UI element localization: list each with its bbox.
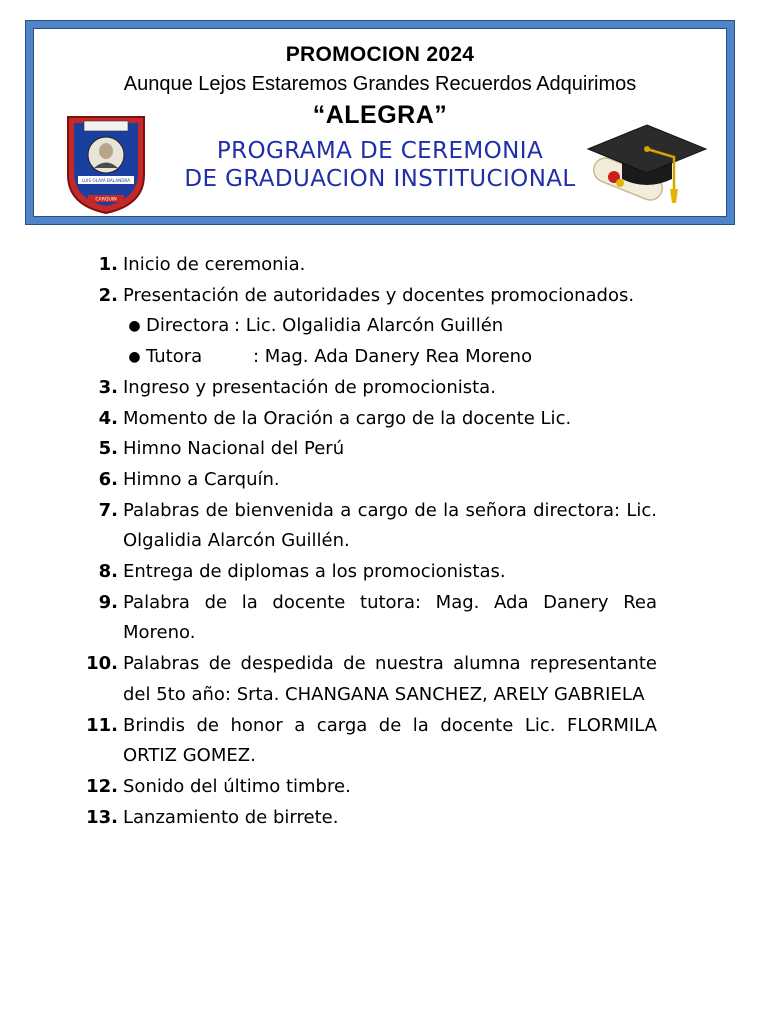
item-text: Lanzamiento de birrete. (123, 806, 339, 828)
item-number: 11. (86, 714, 118, 736)
item-number: 8. (98, 561, 118, 583)
item-text: Momento de la Oración a cargo de la docente Lic. (123, 407, 572, 429)
item-text: Palabras de despedida de nuestra alumna representante del 5to año: Srta. CHANGANA SANCHEZ, ARELY GABRIELA (123, 653, 657, 705)
item-text: Entrega de diplomas a los promocionistas. (123, 561, 506, 583)
authority-name: : Lic. Olgalidia Alarcón Guillén (234, 315, 504, 337)
authority-item (85, 342, 657, 373)
crest-bottom-text: CARQUIN (95, 197, 117, 203)
list-item (85, 803, 657, 834)
authority-role: Tutora (146, 346, 203, 368)
authority-item (85, 311, 657, 342)
item-number: 10. (86, 653, 118, 675)
item-text: Himno Nacional del Perú (123, 438, 345, 460)
list-item (85, 557, 657, 588)
program-title-line1: PROGRAMA DE CEREMONIA (216, 138, 544, 164)
item-number: 3. (98, 376, 118, 398)
list-item (85, 250, 657, 281)
crest-top-text: LUIS OLAYA BALANDRA (81, 178, 131, 183)
header-frame (25, 20, 735, 225)
item-text: Ingreso y presentación de promocionista. (123, 376, 496, 398)
header-panel (33, 28, 727, 217)
program-title-line2: DE GRADUACION INSTITUCIONAL (184, 166, 576, 192)
item-text: Inicio de ceremonia. (123, 254, 306, 275)
authority-role: Directora (146, 315, 230, 337)
ceremony-program-list (85, 250, 657, 833)
promotion-motto: Aunque Lejos Estaremos Grandes Recuerdos Adquirimos (123, 73, 637, 95)
graduation-cap-diploma-icon (584, 117, 709, 217)
promotion-name: “ALEGRA” (312, 101, 448, 129)
item-number: 12. (86, 775, 118, 797)
list-item (85, 434, 657, 465)
bullet-icon: ● (128, 318, 141, 335)
school-crest-icon (64, 113, 148, 215)
item-number: 6. (98, 468, 118, 490)
item-number: 4. (98, 407, 118, 429)
item-text: Sonido del último timbre. (123, 775, 351, 797)
list-item (85, 373, 657, 404)
item-number: 7. (98, 499, 118, 521)
list-item (85, 465, 657, 496)
item-text: Himno a Carquín. (123, 468, 280, 490)
list-item (85, 649, 657, 710)
list-item (85, 588, 657, 649)
promotion-title: PROMOCION 2024 (285, 43, 475, 66)
item-number: 5. (98, 438, 118, 460)
item-text: Palabras de bienvenida a cargo de la señora directora: Lic. Olgalidia Alarcón Guillén. (123, 499, 657, 552)
item-number: 9. (98, 591, 118, 613)
list-item (85, 496, 657, 557)
item-text: Presentación de autoridades y docentes promocionados. (123, 284, 635, 306)
list-item (85, 711, 657, 772)
item-number: 13. (86, 806, 118, 828)
item-text: Brindis de honor a carga de la docente Lic. FLORMILA ORTIZ GOMEZ. (123, 714, 657, 767)
list-item (85, 772, 657, 803)
item-number: 2. (98, 284, 118, 306)
authority-name: : Mag. Ada Danery Rea Moreno (253, 346, 533, 368)
item-text: Palabra de la docente tutora: Mag. Ada Danery Rea Moreno. (123, 591, 657, 644)
list-item (85, 281, 657, 312)
item-number: 1. (98, 254, 118, 275)
list-item (85, 404, 657, 435)
bullet-icon: ● (128, 349, 141, 366)
